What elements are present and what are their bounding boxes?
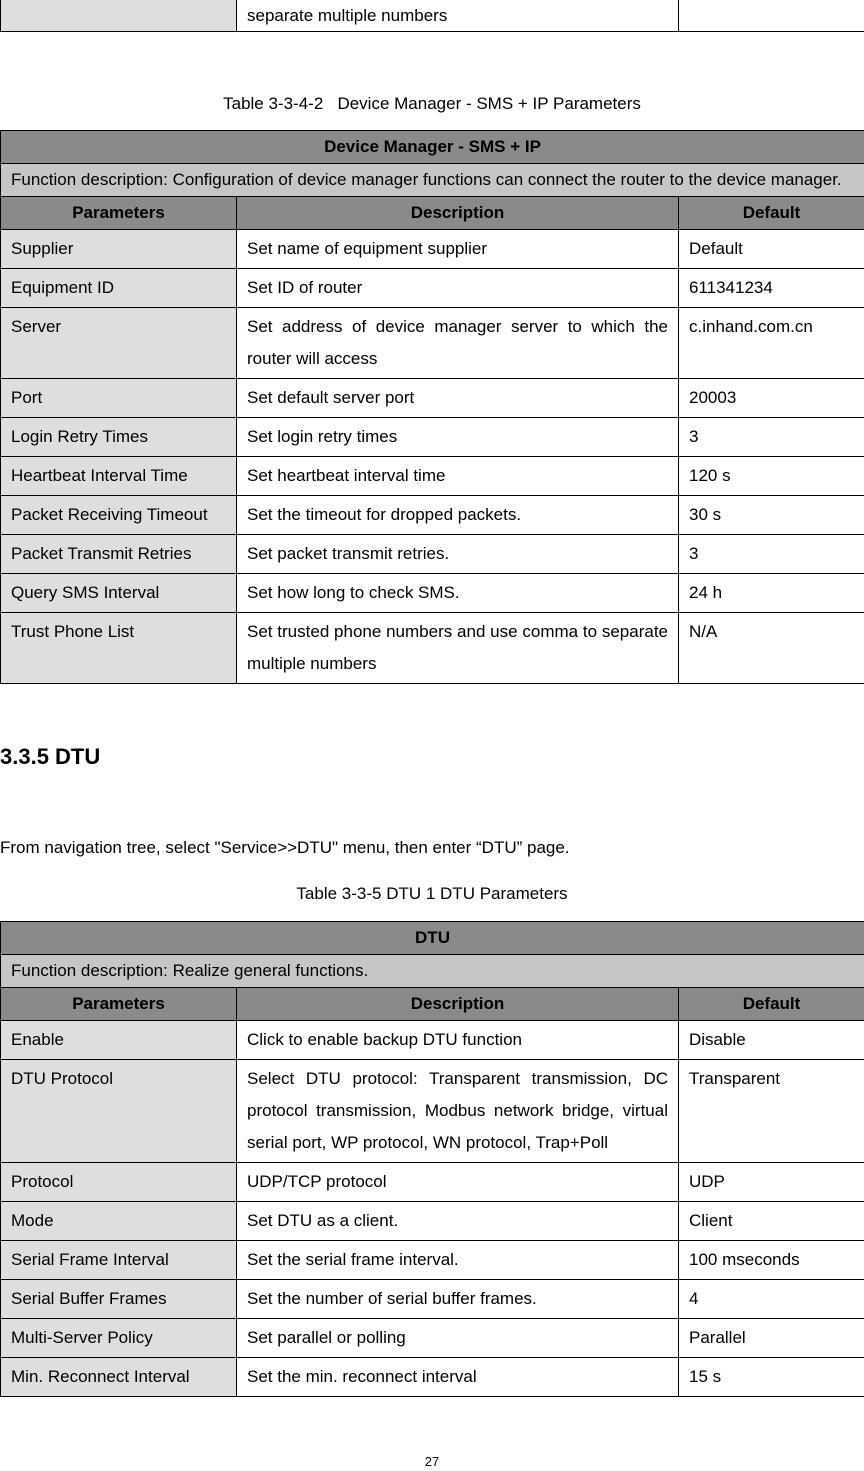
table-row — [1, 308, 864, 379]
header-row — [1, 197, 864, 230]
param-cell: Min. Reconnect Interval — [1, 1358, 237, 1397]
device-manager-table — [0, 130, 864, 684]
param-cell: Supplier — [1, 230, 237, 269]
default-cell: Disable — [679, 1021, 864, 1060]
default-cell: 20003 — [679, 379, 864, 418]
default-cell: 100 mseconds — [679, 1241, 864, 1280]
default-cell: Parallel — [679, 1319, 864, 1358]
header-row — [1, 988, 864, 1021]
table-row — [1, 613, 864, 684]
default-cell: Default — [679, 230, 864, 269]
dtu-table — [0, 921, 864, 1397]
param-cell: Enable — [1, 1021, 237, 1060]
table-row — [1, 1202, 864, 1241]
default-cell: 3 — [679, 418, 864, 457]
table-row — [1, 1021, 864, 1060]
desc-cell: Set login retry times — [237, 418, 679, 457]
table-row — [1, 535, 864, 574]
param-cell: Packet Receiving Timeout — [1, 496, 237, 535]
param-cell: Trust Phone List — [1, 613, 237, 684]
default-cell: UDP — [679, 1163, 864, 1202]
table-row — [1, 418, 864, 457]
param-cell: Packet Transmit Retries — [1, 535, 237, 574]
col-header-default: Default — [679, 988, 864, 1021]
table-row — [1, 457, 864, 496]
desc-cell: Set name of equipment supplier — [237, 230, 679, 269]
desc-cell: Set the min. reconnect interval — [237, 1358, 679, 1397]
param-cell: Mode — [1, 1202, 237, 1241]
desc-cell: Set trusted phone numbers and use comma to separate multiple numbers — [237, 613, 679, 684]
param-cell: Query SMS Interval — [1, 574, 237, 613]
default-cell: N/A — [679, 613, 864, 684]
param-cell: Equipment ID — [1, 269, 237, 308]
param-cell — [1, 0, 237, 32]
col-header-description: Description — [237, 197, 679, 230]
default-cell: 30 s — [679, 496, 864, 535]
default-cell: Transparent — [679, 1060, 864, 1163]
table-title: DTU — [1, 922, 864, 955]
desc-cell: Set ID of router — [237, 269, 679, 308]
section-intro: From navigation tree, select "Service>>DTU" menu, then enter “DTU” page. — [0, 838, 570, 857]
function-description-row — [1, 955, 864, 988]
desc-cell: Set how long to check SMS. — [237, 574, 679, 613]
default-cell: 3 — [679, 535, 864, 574]
desc-cell: UDP/TCP protocol — [237, 1163, 679, 1202]
section-heading: 3.3.5 DTU — [0, 744, 101, 769]
function-description: Function description: Configuration of device manager functions can connect the router to the device manager. — [1, 164, 864, 197]
table-row — [1, 1241, 864, 1280]
table2-caption: Table 3-3-5 DTU 1 DTU Parameters — [296, 884, 568, 903]
table-title-row — [1, 922, 864, 955]
default-cell: 24 h — [679, 574, 864, 613]
desc-cell: Select DTU protocol: Transparent transmission, DC protocol transmission, Modbus network bridge, virtual serial port, WP protocol, WN protocol, Trap+Poll — [237, 1060, 679, 1163]
param-cell: Serial Frame Interval — [1, 1241, 237, 1280]
param-cell: Heartbeat Interval Time — [1, 457, 237, 496]
desc-cell: Set DTU as a client. — [237, 1202, 679, 1241]
function-description-row — [1, 164, 864, 197]
table-row — [1, 379, 864, 418]
table-row — [1, 496, 864, 535]
table-row — [1, 1163, 864, 1202]
desc-cell: separate multiple numbers — [237, 0, 679, 32]
desc-cell: Set parallel or polling — [237, 1319, 679, 1358]
desc-cell: Set the number of serial buffer frames. — [237, 1280, 679, 1319]
table-title-row — [1, 131, 864, 164]
table-title: Device Manager - SMS + IP — [1, 131, 864, 164]
desc-cell: Set address of device manager server to which the router will access — [237, 308, 679, 379]
default-cell — [679, 0, 864, 32]
desc-cell: Set packet transmit retries. — [237, 535, 679, 574]
default-cell: 120 s — [679, 457, 864, 496]
param-cell: Login Retry Times — [1, 418, 237, 457]
col-header-description: Description — [237, 988, 679, 1021]
param-cell: Port — [1, 379, 237, 418]
default-cell: c.inhand.com.cn — [679, 308, 864, 379]
desc-cell: Set the serial frame interval. — [237, 1241, 679, 1280]
table-row — [1, 0, 864, 32]
default-cell: 611341234 — [679, 269, 864, 308]
table-row — [1, 230, 864, 269]
desc-cell: Set heartbeat interval time — [237, 457, 679, 496]
desc-cell: Click to enable backup DTU function — [237, 1021, 679, 1060]
param-cell: Protocol — [1, 1163, 237, 1202]
table-row — [1, 574, 864, 613]
default-cell: 4 — [679, 1280, 864, 1319]
param-cell: DTU Protocol — [1, 1060, 237, 1163]
param-cell: Serial Buffer Frames — [1, 1280, 237, 1319]
previous-table-fragment — [0, 0, 864, 32]
table-row — [1, 1358, 864, 1397]
default-cell: 15 s — [679, 1358, 864, 1397]
param-cell: Multi-Server Policy — [1, 1319, 237, 1358]
page-number: 27 — [424, 1454, 440, 1469]
table1-caption: Table 3-3-4-2 Device Manager - SMS + IP Parameters — [223, 94, 641, 113]
desc-cell: Set default server port — [237, 379, 679, 418]
col-header-parameters: Parameters — [1, 988, 237, 1021]
col-header-parameters: Parameters — [1, 197, 237, 230]
param-cell: Server — [1, 308, 237, 379]
table-row — [1, 269, 864, 308]
col-header-default: Default — [679, 197, 864, 230]
table-row — [1, 1280, 864, 1319]
table-row — [1, 1319, 864, 1358]
desc-cell: Set the timeout for dropped packets. — [237, 496, 679, 535]
table-row — [1, 1060, 864, 1163]
default-cell: Client — [679, 1202, 864, 1241]
function-description: Function description: Realize general functions. — [1, 955, 864, 988]
